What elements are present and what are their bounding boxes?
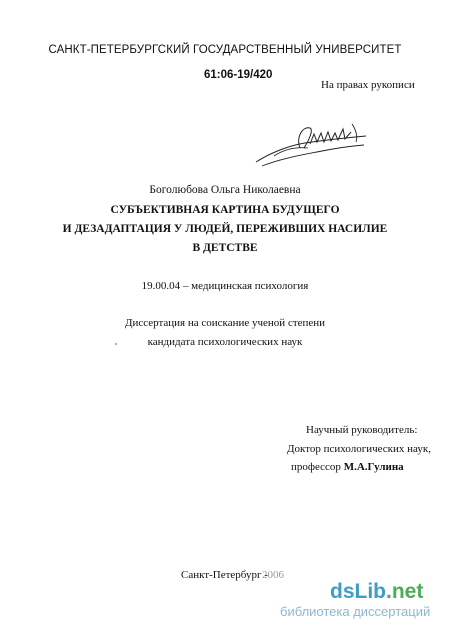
- archive-number: 61:06-19/420: [204, 69, 273, 81]
- specialty-code: 19.00.04 – медицинская психология: [141, 280, 309, 292]
- supervisor-name: [291, 461, 404, 473]
- degree-line: Диссертация на соискание ученой степени: [124, 317, 326, 329]
- watermark-logo[interactable]: [330, 580, 423, 604]
- city-line: Санкт-Петербург -: [181, 569, 268, 581]
- supervisor-surname: М.А.Гулина: [343, 461, 404, 473]
- university-name: САНКТ-ПЕТЕРБУРГСКИЙ ГОСУДАРСТВЕННЫЙ УНИВЕРСИТЕТ: [48, 44, 402, 56]
- signature-icon: [252, 118, 370, 170]
- scan-speck: [115, 343, 117, 345]
- watermark-tagline: библиотека диссертаций: [280, 604, 431, 619]
- watermark[interactable]: [272, 580, 447, 624]
- supervisor-label: Научный руководитель:: [306, 424, 418, 436]
- supervisor-title: профессор: [291, 461, 344, 473]
- title-line: СУБЪЕКТИВНАЯ КАРТИНА БУДУЩЕГО: [110, 204, 340, 216]
- degree-line: кандидата психологических наук: [147, 336, 303, 348]
- title-line: В ДЕТСТВЕ: [192, 242, 258, 254]
- degree-statement: [0, 314, 450, 352]
- dissertation-title: [0, 201, 450, 258]
- author-name: Боголюбова Ольга Николаевна: [149, 184, 301, 196]
- supervisor-degree: Доктор психологических наук,: [287, 443, 431, 455]
- year-text: 2006: [262, 569, 284, 581]
- watermark-logo-suffix: .net: [386, 580, 424, 603]
- rights-note: На правах рукописи: [321, 79, 415, 91]
- title-line: И ДЕЗАДАПТАЦИЯ У ЛЮДЕЙ, ПЕРЕЖИВШИХ НАСИЛИЕ: [62, 223, 388, 235]
- watermark-logo-main: dsLib: [330, 580, 386, 603]
